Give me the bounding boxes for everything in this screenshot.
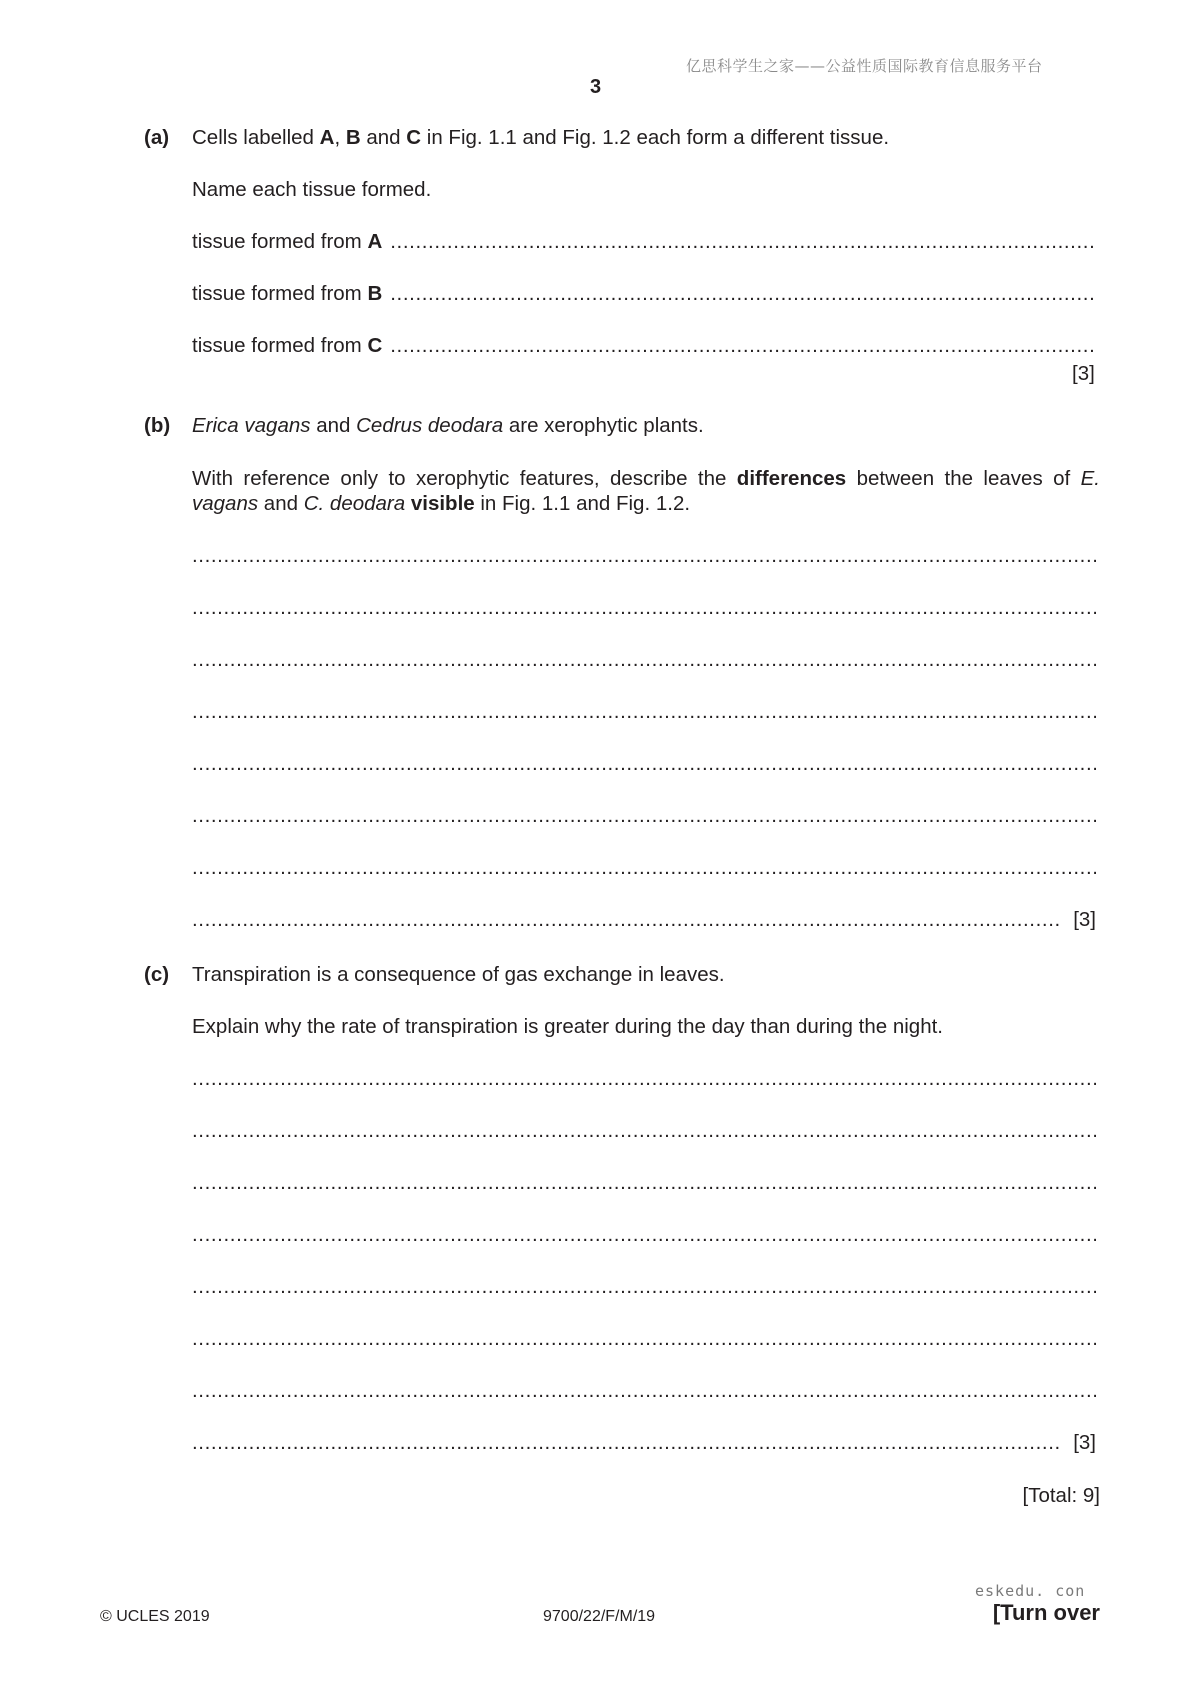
part-a-marks: [3] [1072,362,1095,385]
part-a-question: Cells labelled A, B and C in Fig. 1.1 and Fig. 1.2 each form a different tissue. [192,126,890,149]
answer-line[interactable] [192,752,1096,776]
answer-line[interactable] [192,804,1096,828]
copyright: © UCLES 2019 [100,1608,210,1625]
dotted-line [390,334,1096,358]
answer-line[interactable] [192,1171,1096,1195]
part-a-instruction: Name each tissue formed. [192,178,432,201]
answer-line[interactable] [192,908,1096,932]
answer-line[interactable] [192,1379,1096,1403]
part-c-label: (c) [144,963,170,986]
part-a-label: (a) [144,126,170,149]
paper-code: 9700/22/F/M/19 [543,1608,656,1625]
answer-line[interactable] [192,1223,1096,1247]
answer-line[interactable] [192,648,1096,672]
answer-line[interactable] [192,1119,1096,1143]
turn-over: [Turn over [992,1600,1100,1625]
page-number: 3 [589,76,602,98]
part-b-statement: Erica vagans and Cedrus deodara are xerophytic plants. [192,414,704,437]
part-b-label: (b) [144,414,171,437]
answer-line[interactable] [192,700,1096,724]
part-b-question: With reference only to xerophytic features, describe the differences between the leaves of E. vagans and C. deodara visible in Fig. 1.1 and Fig. 1.2. [192,467,1100,515]
answer-prefix: tissue formed from A [192,230,383,253]
answer-line-tissue-c[interactable] [192,334,1096,358]
dotted-line [390,282,1096,306]
total-marks: [Total: 9] [1022,1484,1100,1507]
answer-prefix: tissue formed from C [192,334,383,357]
header-watermark: 亿思科学生之家——公益性质国际教育信息服务平台 [686,57,1043,75]
part-b-marks: [3] [1073,908,1096,931]
answer-line[interactable] [192,1067,1096,1091]
answer-line[interactable] [192,856,1096,880]
answer-prefix: tissue formed from B [192,282,383,305]
dotted-line [390,230,1096,254]
footer-watermark: eskedu. con [975,1582,1086,1600]
answer-line[interactable] [192,1431,1096,1455]
answer-line-tissue-b[interactable] [192,282,1096,306]
part-c-marks: [3] [1073,1431,1096,1454]
part-c-question: Explain why the rate of transpiration is greater during the day than during the night. [192,1015,943,1038]
part-c-statement: Transpiration is a consequence of gas exchange in leaves. [192,963,725,986]
answer-line-tissue-a[interactable] [192,230,1096,254]
answer-line[interactable] [192,596,1096,620]
answer-line[interactable] [192,544,1096,568]
answer-line[interactable] [192,1327,1096,1351]
answer-line[interactable] [192,1275,1096,1299]
